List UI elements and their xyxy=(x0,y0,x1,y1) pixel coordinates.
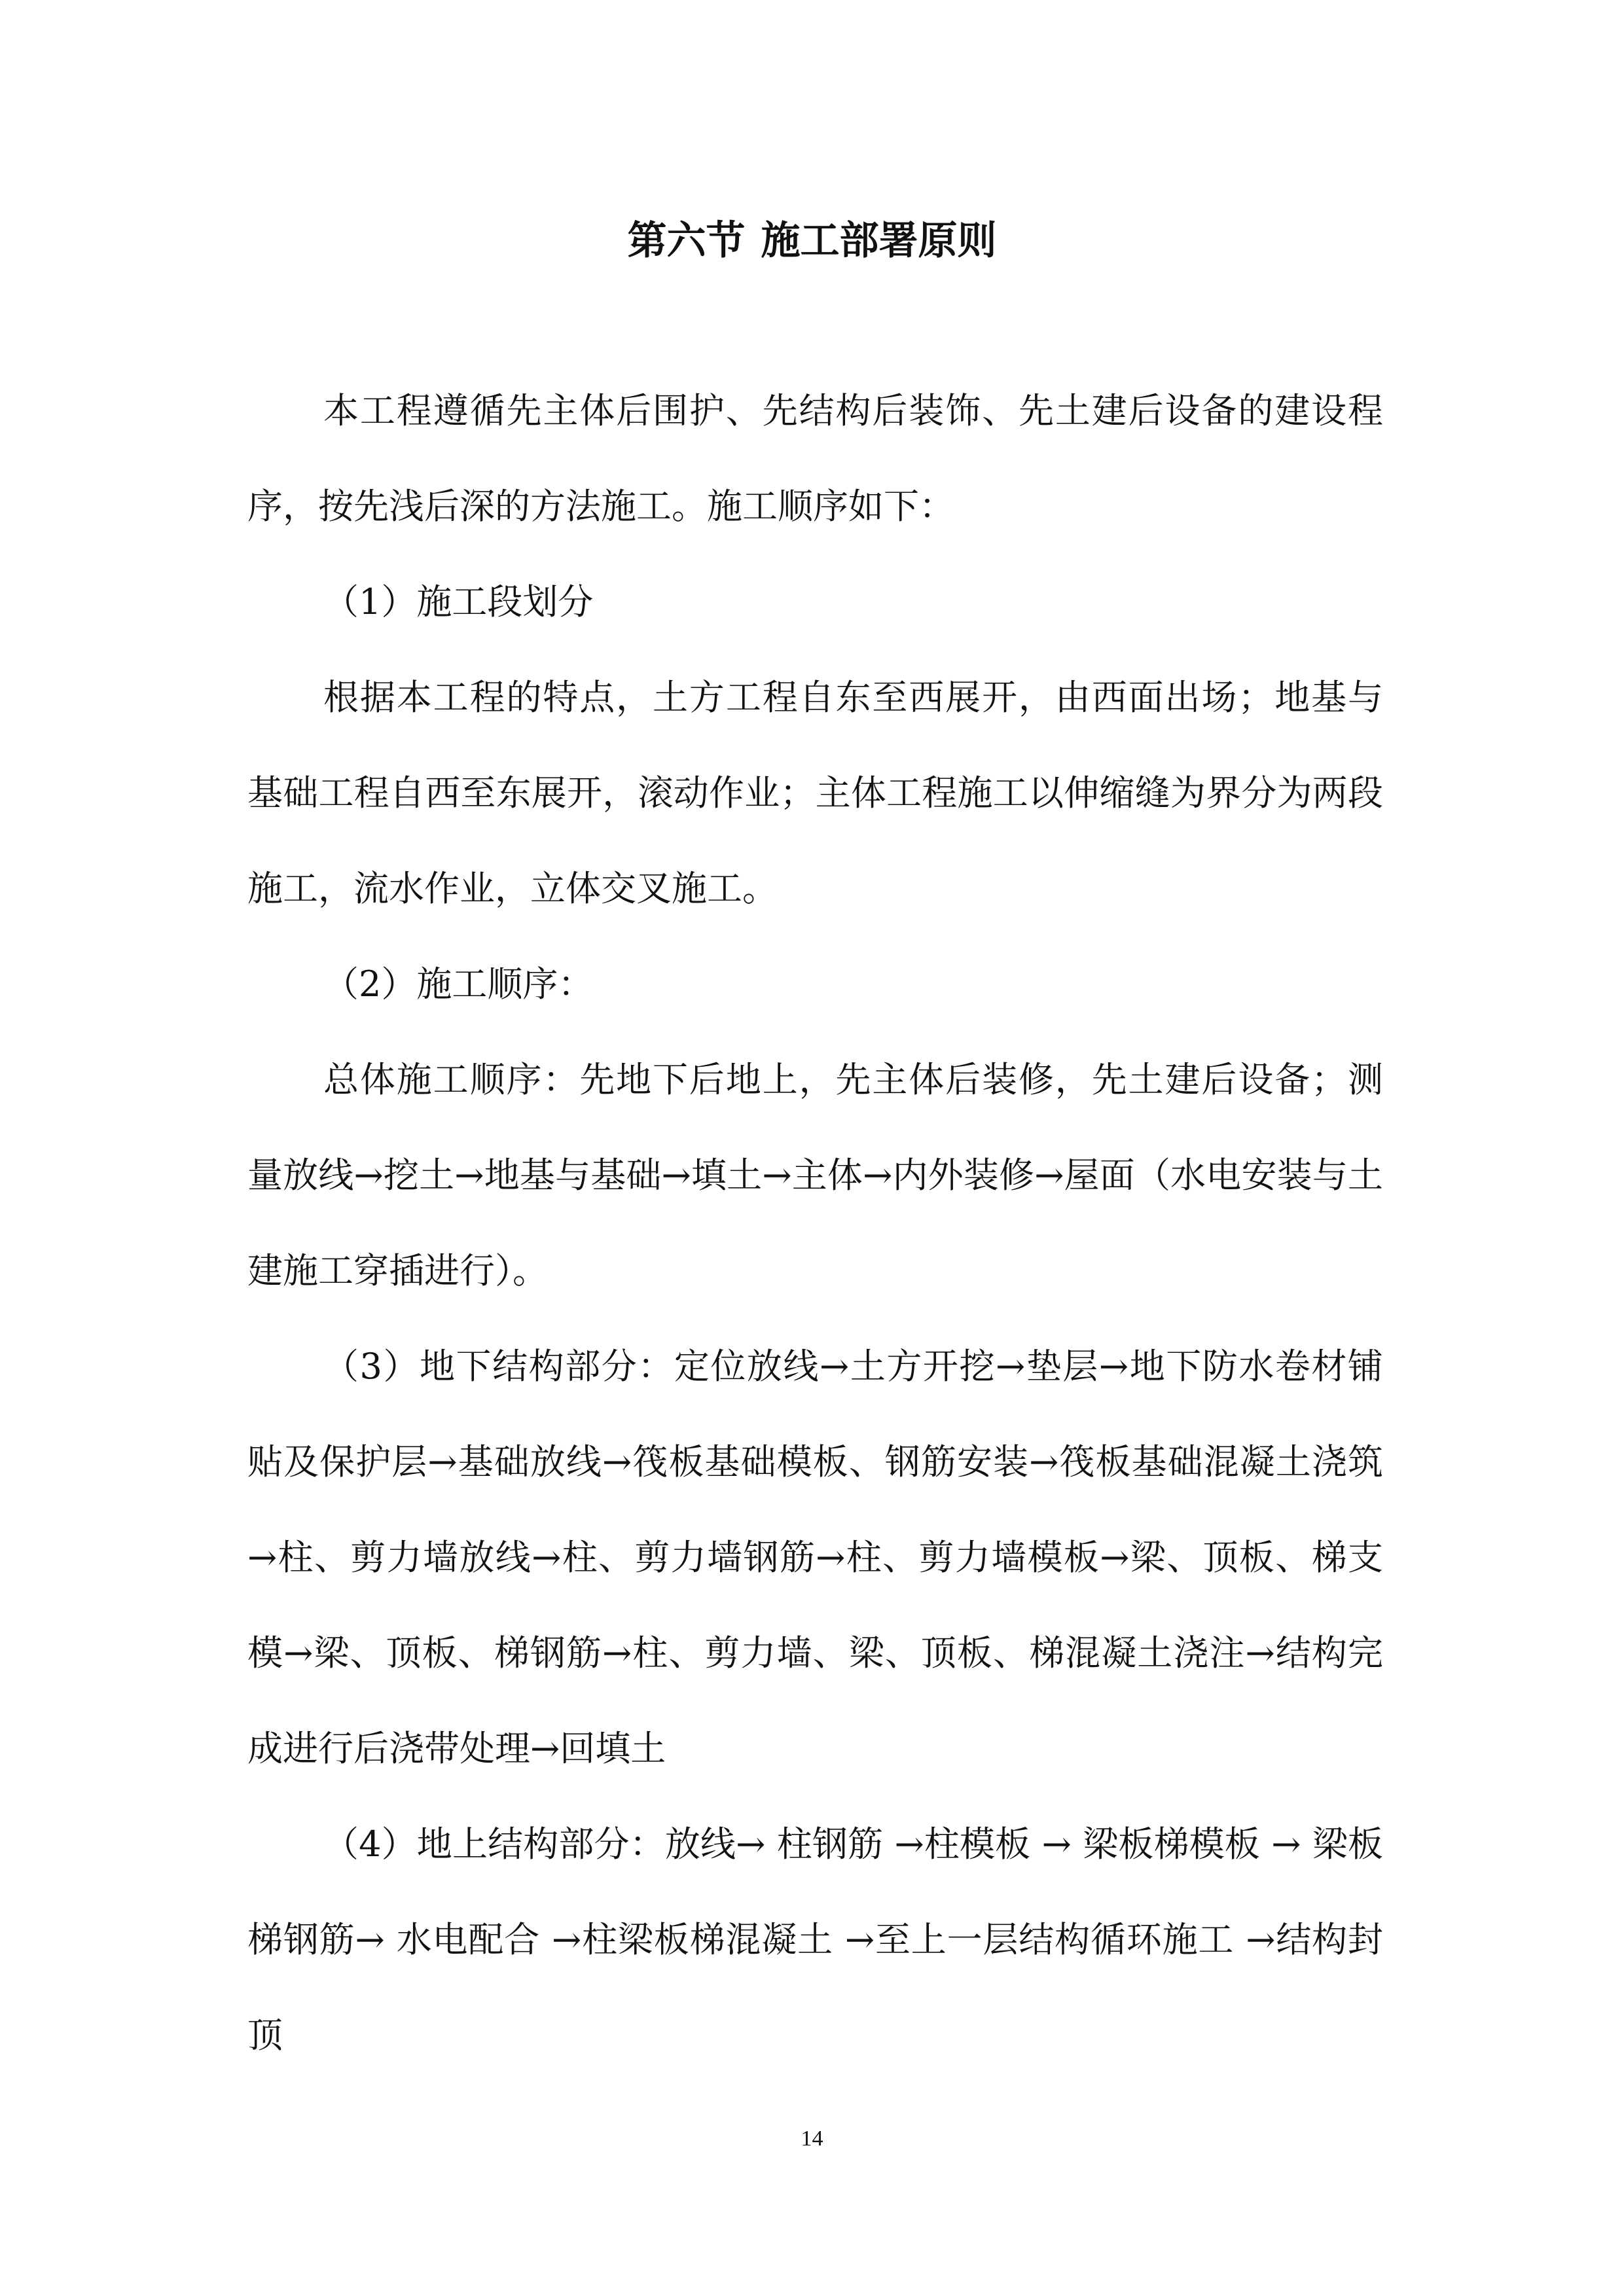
aboveground-structure-paragraph: （4）地上结构部分：放线→ 柱钢筋 →柱模板 → 梁板梯模板 → 梁板梯钢筋→ 水电配合 →柱梁板梯混凝土 →至上一层结构循环施工 →结构封顶 xyxy=(247,1823,1383,2056)
subheading-segment-division: （1）施工段划分 xyxy=(323,581,594,622)
page-number: 14 xyxy=(801,2126,823,2151)
subheading-construction-sequence: （2）施工顺序： xyxy=(323,963,594,1005)
page-title xyxy=(0,208,1624,274)
segment-division-paragraph: 根据本工程的特点，土方工程自东至西展开，由西面出场；地基与基础工程自西至东展开，滚动作业；主体工程施工以伸缩缝为界分为两段施工，流水作业，立体交叉施工。 xyxy=(247,677,1383,909)
section-number: 第六节 xyxy=(627,218,746,264)
section-heading: 施工部署原则 xyxy=(761,218,997,264)
intro-paragraph: 本工程遵循先主体后围护、先结构后装饰、先土建后设备的建设程序，按先浅后深的方法施工。施工顺序如下： xyxy=(247,390,1383,527)
underground-structure-paragraph: （3）地下结构部分：定位放线→土方开挖→垫层→地下防水卷材铺贴及保护层→基础放线→筏板基础模板、钢筋安装→筏板基础混凝土浇筑→柱、剪力墙放线→柱、剪力墙钢筋→柱、剪力墙模板→梁、顶板、梯支模→梁、顶板、梯钢筋→柱、剪力墙、梁、顶板、梯混凝土浇注→结构完成进行后浇带处理→回填土 xyxy=(247,1346,1383,1769)
overall-sequence-paragraph: 总体施工顺序：先地下后地上，先主体后装修，先土建后设备；测量放线→挖土→地基与基础→填土→主体→内外装修→屋面（水电安装与土建施工穿插进行）。 xyxy=(247,1059,1383,1291)
document-body xyxy=(247,363,1383,2083)
